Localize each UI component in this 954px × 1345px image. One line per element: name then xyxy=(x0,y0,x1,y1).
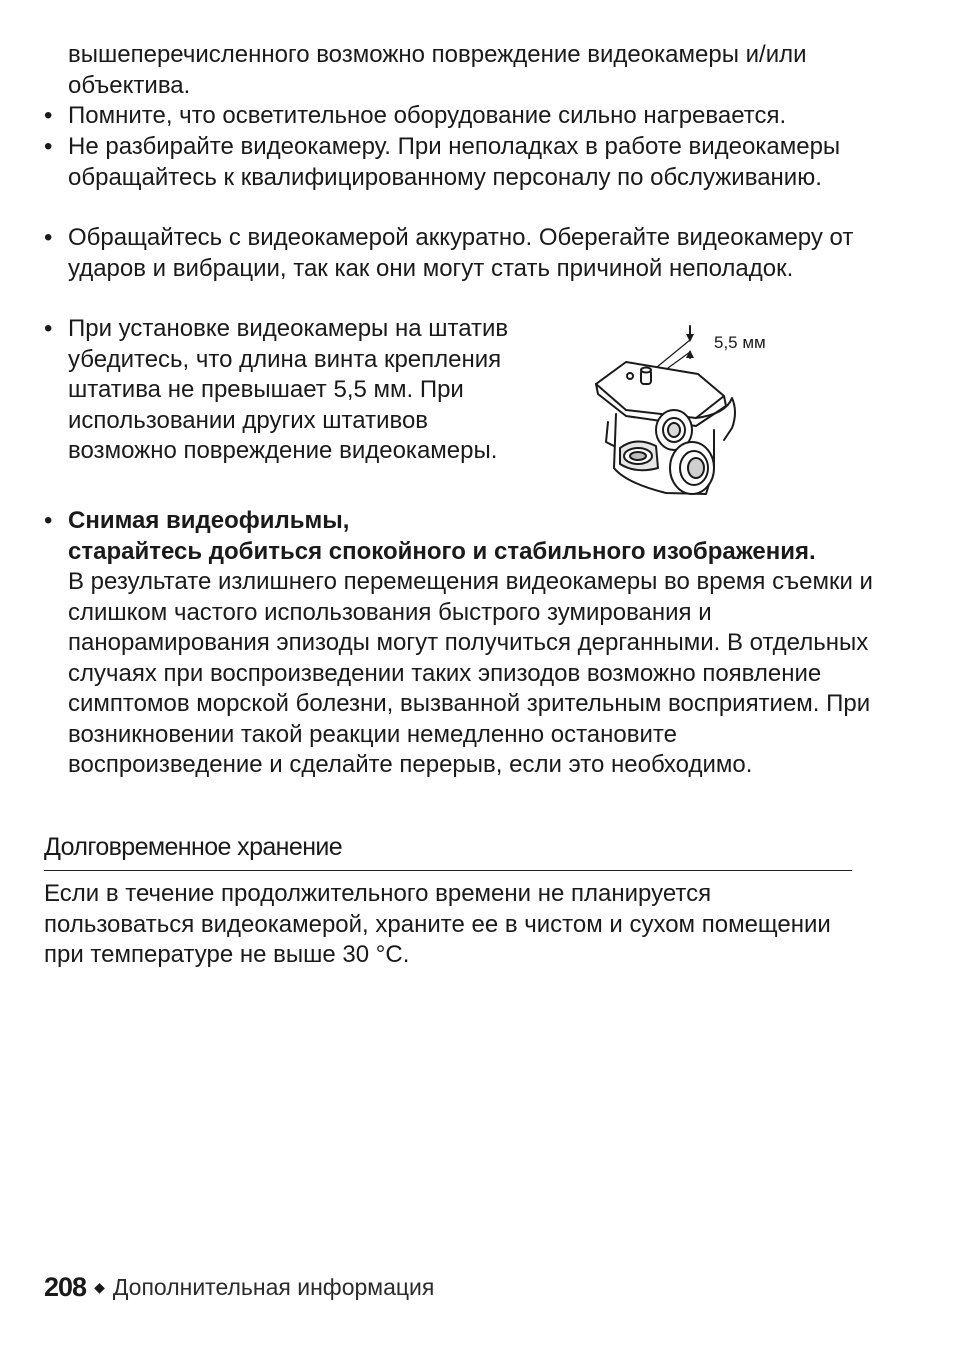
section-storage-text: Если в течение продолжительного времени не планируется пользоваться видеокамерой, храните ее в чистом и сухом помещении при температуре не выше 30 °C. xyxy=(44,880,831,968)
section-title-storage: Долговременное хранение xyxy=(44,832,852,871)
bullet-tripod-text: При установке видеокамеры на штатив убедитесь, что длина винта крепления штатива не превышает 5,5 мм. При использовании других штативов возможно повреждение видеокамеры. xyxy=(68,315,509,464)
bullet-dot: • xyxy=(44,315,53,342)
bullet-disassemble xyxy=(44,132,874,193)
tripod-mount-diagram xyxy=(586,318,786,504)
bullet-tripod xyxy=(44,314,514,467)
bullet-dot: • xyxy=(44,224,53,251)
bullet-disassemble-text: Не разбирайте видеокамеру. При неполадках в работе видеокамеры обращайтесь к квалифицированному персоналу по обслуживанию. xyxy=(68,133,841,191)
continuation-text: вышеперечисленного возможно повреждение видеокамеры и/или объектива. xyxy=(68,41,807,99)
bullet-filming-heading-2: старайтесь добиться спокойного и стабильного изображения. xyxy=(68,537,816,565)
footer-section-label: Дополнительная информация xyxy=(112,1273,435,1300)
bullet-careful-text: Обращайтесь с видеокамерой аккуратно. Оберегайте видеокамеру от ударов и вибрации, так как они могут стать причиной неполадок. xyxy=(68,224,854,282)
bullet-filming xyxy=(44,506,874,781)
bullet-dot: • xyxy=(44,133,53,160)
bullet-dot: • xyxy=(44,507,53,534)
bullet-filming-text: В результате излишнего перемещения видеокамеры во время съемки и слишком частого использования быстрого зумирования и панорамирования эпизоды могут получиться дерганными. В отдельных случаях при воспроизведении таких эпизодов возможно появление симптомов морской болезни, вызванной зрительным восприятием. При возникновении такой реакции немедленно остановите воспроизведение и сделайте перерыв, если это необходимо. xyxy=(68,568,873,778)
bullet-dot: • xyxy=(44,102,53,129)
dimension-label: 5,5 мм xyxy=(714,333,766,352)
bullet-heat-text: Помните, что осветительное оборудование сильно нагревается. xyxy=(68,102,787,129)
bullet-careful xyxy=(44,223,874,284)
diamond-icon: ◆ xyxy=(94,1278,105,1295)
camera-bottom-illustration xyxy=(586,318,786,504)
bullet-heat xyxy=(44,101,874,132)
page-footer xyxy=(44,1270,434,1304)
bullet-filming-heading-1: Снимая видеофильмы, xyxy=(68,507,350,534)
page-number: 208 xyxy=(44,1271,87,1302)
